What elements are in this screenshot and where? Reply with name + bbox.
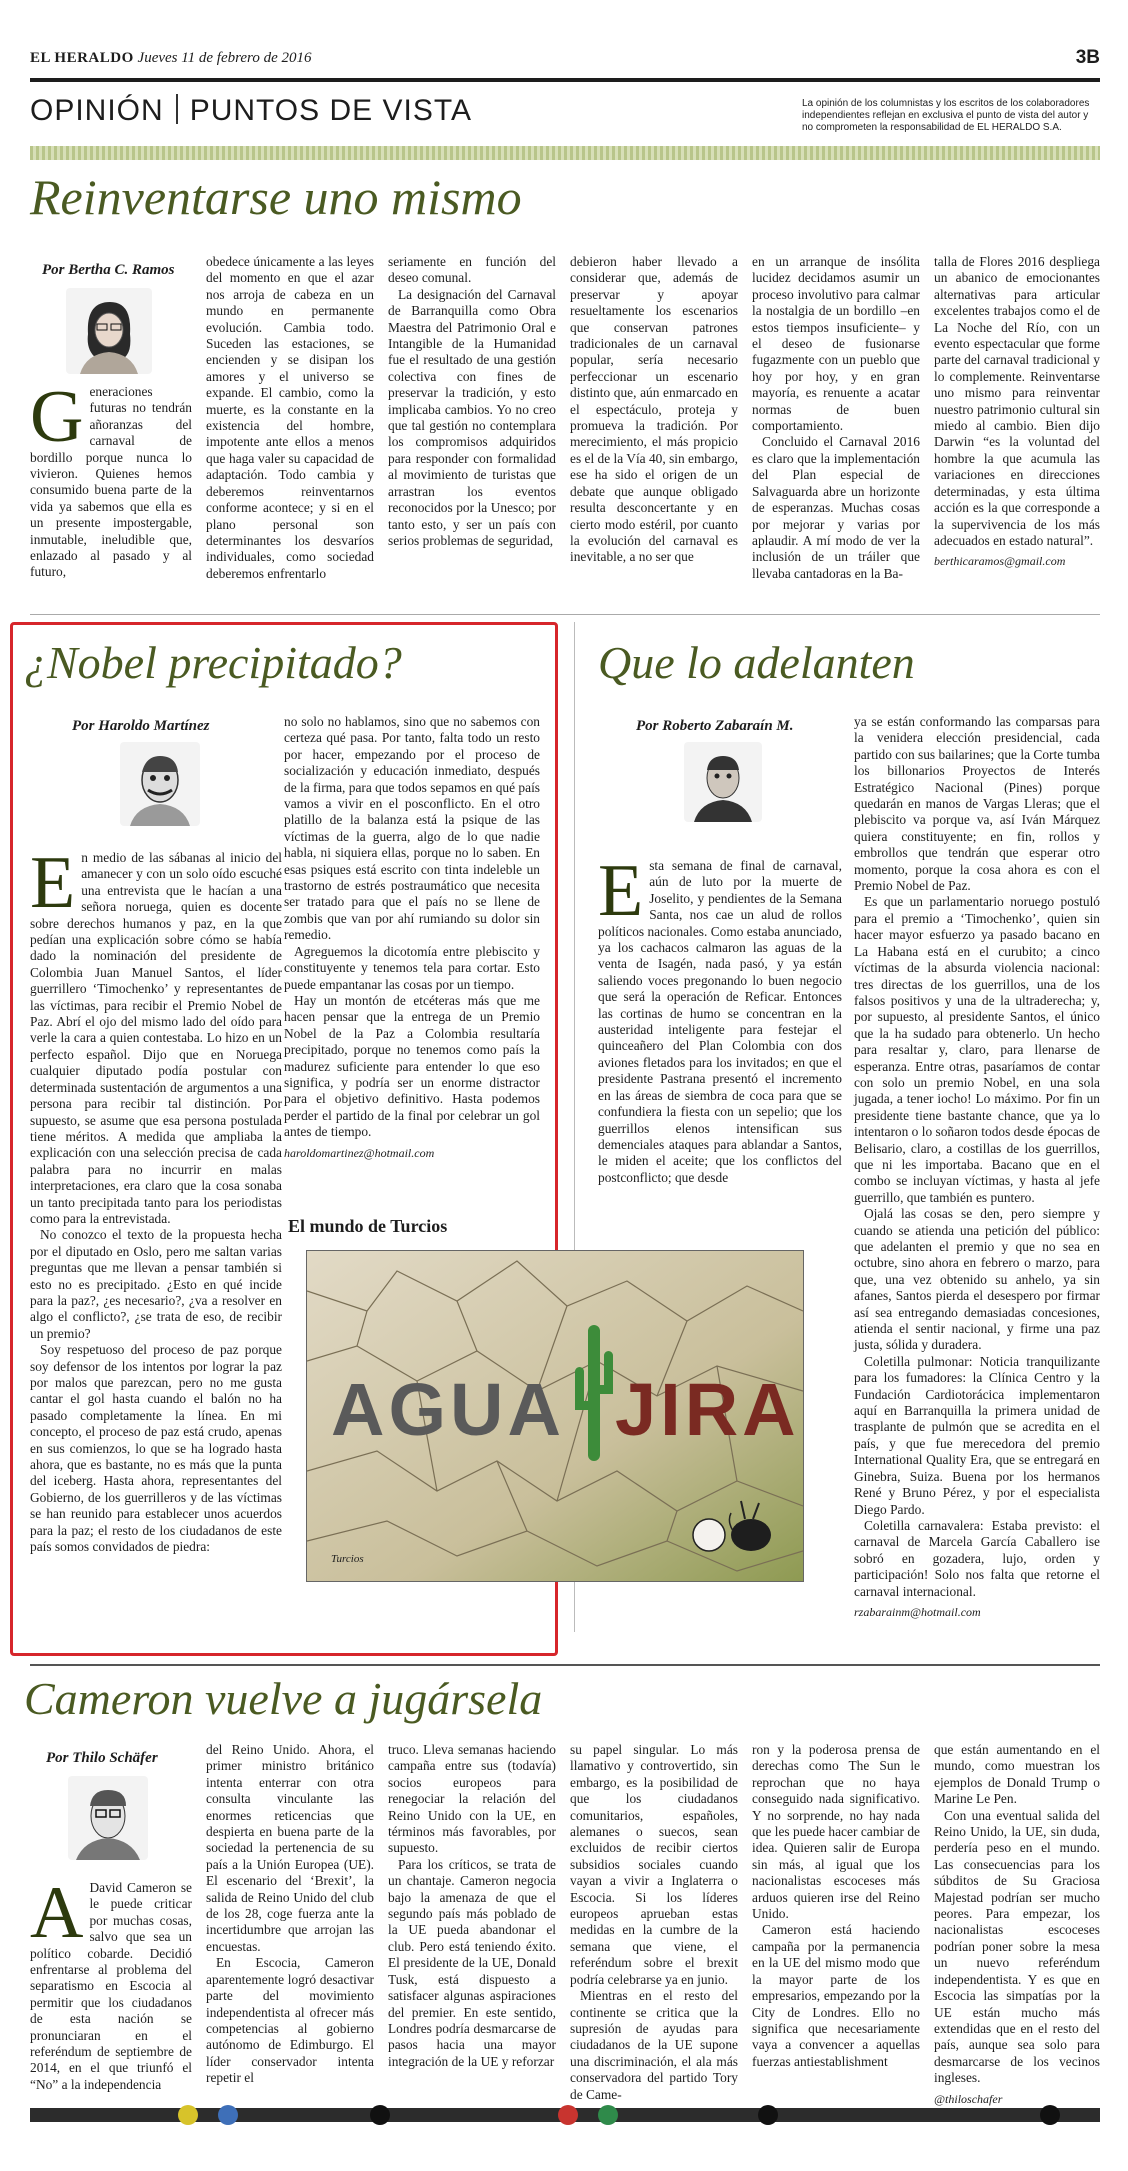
article4-col1: A David Cameron se le puede criticar por muchas cosas, salvo que sea un político cobarde. Decidió enfrentarse al problema del separatismo en Escocia al permitir que los ciudadanos de esta nación se pronunciaran en el referéndum de septiembre de 2014, en el que triunfó el “No” a la independencia: [30, 1872, 192, 2092]
article1-email: berthicaramos@gmail.com: [934, 554, 1066, 569]
author-portrait-icon: [120, 742, 200, 826]
subsection-name: PUNTOS DE VISTA: [189, 94, 472, 127]
article1-col5: en un arranque de insólita lucidez decidamos asumir un proceso involutivo para calmar la nostalgia de un bordillo –en estos tiempos insuficiente– y el deseo de fusionarse fugazmente con un pueblo que hoy por hoy, y en gran mayoría, es renuente a acatar normas de buen comportamiento. Concluido el Carnaval 2016 es claro que la implementación del Plan especial de Salvaguarda abre un horizonte de esperanzas. Muchas cosas por mejorar y varias por aplaudir. A mí modo de ver la inclusión de un tráiler que llevaba cantadoras en la Ba-: [752, 254, 920, 581]
registration-dot-icon: [1040, 2105, 1060, 2125]
header-band: [30, 146, 1100, 160]
article4-title: Cameron vuelve a jugársela: [24, 1673, 543, 1724]
article1-col4: debieron haber llevado a considerar que, además de preservar y apoyar resueltamente los escenarios que conservan patrones tradicionales de un carnaval popular, sería necesario perfeccionar un escenario distinto que, aún enmarcado en el espectáculo, proteja y promueva la tradición. Por merecimiento, el más propicio es el de la Vía 40, sin embargo, ese ha sido el origen de un debate que aunque obligado resulta desconcertante y en cierto modo estéril, por cuanto la evolución del carnaval es inevitable, a no ser que: [570, 254, 738, 565]
article3-email: rzabarainm@hotmail.com: [854, 1604, 981, 1619]
author-portrait-icon: [68, 1776, 148, 1860]
page-header: [30, 47, 1100, 68]
registration-dot-icon: [758, 2105, 778, 2125]
registration-dot-icon: [370, 2105, 390, 2125]
article3-byline: Por Roberto Zabaraín M.: [636, 718, 794, 734]
article4-byline: Por Thilo Schäfer: [46, 1750, 158, 1766]
page-number: 3B: [1075, 47, 1100, 68]
cartoon-image: [306, 1250, 804, 1582]
drop-cap: A: [30, 1872, 84, 1954]
header-rule: [30, 78, 1100, 82]
article1-col1: Generaciones futuras no tendrán añoranzas del carnaval de bordillo porque nunca lo vivieron. Quienes hemos consumido buena parte de la vida ya sabemos que ella es un presente impostergable, inmutable, ineludible que, enlazado al pasado y al futuro,: [30, 376, 192, 580]
cartoon-signature: Turcios: [331, 1553, 364, 1565]
drop-cap: E: [30, 842, 76, 924]
disclaimer: La opinión de los columnistas y los escritos de los colaboradores independientes reflejan en exclusiva el punto de vista del autor y no comprometen la responsabilidad de EL HERALDO S.A.: [802, 98, 1090, 133]
section-title: [30, 94, 472, 128]
article3-left-col: Esta semana de final de carnaval, aún de luto por la muerte de Joselito, y pendientes de la Semana Santa, nos cae un alud de rollos políticos nacionales. Como estaba anunciado, ya los cachacos calmaron las aguas de la venta de Isagén, nada pasó, y ya están saliendo voces pregonando lo buen negocio que será la operación de Reficar. Entonces las cortinas de humo se concentran en la austeridad inteligente para festejar el quinceañero del Plan Colombia con dos aviones fletados para los invitados; en que el presidente Pastrana presentó el incremento en las áreas de siembra de coca para que se confundiera la fiesta con un sepelio; que los guerrillos elenos intensifican sus demenciales ataques para ablandar a Santos, le miden el aceite; que los conflictos del postconflicto; que desde: [598, 850, 842, 1185]
article2-byline: Por Haroldo Martínez: [72, 718, 210, 734]
article2-email: haroldomartinez@hotmail.com: [284, 1145, 435, 1160]
article4-email: @thiloschafer: [934, 2091, 1003, 2106]
article3-right-col: ya se están conformando las comparsas para la venidera elección presidencial, cada partido con sus bailarines; que la Corte tumba los billonarios Proyectos de Interés Estratégico Nacional (Pines) porque quedarán en manos de Vargas Lleras; que el plebiscito va porque va, así Iván Márquez quiera constituyente; en fin, rollos y embrollos que tendrán que esperar otro momento, porque la cosa ahora es con el Premio Nobel de Paz. Es que un parlamentario noruego postuló para el premio a ‘Timochenko’, quien sin hacer mayor esfuerzo ya pasado bacano en La Habana está en el curubito; a cinco víctimas de la absurda violencia nacional: tres directas de los guerrillos, una de los falsos positivos y una de la ultraderecha; y, por supuesto, al presidente Santos, el único que la ha sudado para obtenerlo. Un hecho para resaltar y, claro, para llenarse de esperanza. Entre otras, pasaríamos de contar con solo un premio Nobel, en una sola jugada, a tener iocho! Lo máximo. Por fin un presidente tiene bastante chance, que ya lo intentaron o lo soñaron todos desde épocas de Belisario, claro, a costillas de los guerrillos, que ni les importaba. Bacano que en el combo se incluyan víctimas, y hasta al jefe guerrillo, que también es puntero. Ojalá las cosas se den, pero siempre y cuando se atienda una petición del público: que adelanten el premio y que no sea en octubre, sino ahora en febrero o marzo, para que, una vez obtenido su anhelo, ya sin afanes, Santos pierda el desespero por firmar así sea entregando demasiadas concesiones, atienda el sentir nacional, y firme una paz justa, sólida y duradera. Coletilla pulmonar: Noticia tranquilizante para los fumadores: la Clínica Centro y la Fundación Cardiotorácica implementaron aquí en Barranquilla la primera unidad de trasplante de pulmón que se acredita en el país, y que fue merecedora del premio International Quality Era, que se entregará en Ginebra, Suiza. Buena por los hermanos René y Bruno Pérez, y por el especialista Diego Pardo. Coletilla carnavalera: Estaba previsto: el carnaval de Marcela García Caballero ise sobró en gozadera, lujo, orden y participación! Solo nos falta que retorne el carnaval internacional. rzabarainm@hotmail.com: [854, 714, 1100, 1619]
article1-col3: seriamente en función del deseo comunal. La designación del Carnaval de Barranquilla como Obra Maestra del Patrimonio Oral e Intangible de la Humanidad fue el resultado de una gestión colectiva con fines de preservar la tradición, y esto implicaba cambios. Yo no creo que tal gestión no contemplara los compromisos adquiridos para responder con formalidad al movimiento de turistas que arrastran los eventos reconocidos por la Unesco; por tanto esto, y ser un país con serios problemas de seguridad,: [388, 254, 556, 548]
drop-cap: G: [30, 376, 84, 458]
article4-col2: del Reino Unido. Ahora, el primer ministro británico intenta enterrar con otra consulta vinculante las enormes reticencias que despierta en buena parte de la sociedad la pertenencia de su país a la Unión Europea (UE). El escenario del ‘Brexit’, la salida de Reino Unido del club de los 28, coge fuerza ante la incertidumbre que arrojan las encuestas. En Escocia, Cameron aparentemente logró desactivar parte del movimiento independentista al ofrecer más competencias al gobierno autónomo de Edimburgo. El líder conservador intenta repetir el: [206, 1742, 374, 2086]
cartoon-title: El mundo de Turcios: [288, 1216, 448, 1236]
article4-col3: truco. Lleva semanas haciendo campaña entre sus (todavía) socios europeos para renegociar la relación del Reino Unido con la UE, en términos más favorables, por supuesto. Para los críticos, se trata de un chantaje. Cameron negocia bajo la amenaza de que el segundo país más poblado de la UE pueda abandonar el club. Pero está teniendo éxito. El presidente de la UE, Donald Tusk, está dispuesto a satisfacer algunas aspiraciones del premier. En este sentido, Londres podría desmarcarse de pasos hacia una mayor integración de la UE y reforzar: [388, 1742, 556, 2069]
cartoon-word-right: JIRA: [615, 1368, 800, 1451]
registration-dot-icon: [178, 2105, 198, 2125]
paper-name: EL HERALDO: [30, 50, 134, 66]
registration-dot-icon: [558, 2105, 578, 2125]
article1-title: Reinventarse uno mismo: [30, 169, 522, 225]
section-divider: [30, 1664, 1100, 1666]
article2-left-col: En medio de las sábanas al inicio del amanecer y con un solo oído escuché una entrevista que le hacían a una señora noruega, quien es docente sobre derechos humanos y paz, en la que pedían una explicación sobre cómo se había dado la nominación del presidente de Colombia Juan Manuel Santos, el líder guerrillero ‘Timochenko’ y representantes de las víctimas, para recibir el Premio Nobel de Paz. Abrí el ojo del mismo lado del oído para verle la cara a quien contestaba. Lo hizo en un perfecto español. Dijo que en Noruega cualquier diputado podía postular con determinada sustentación de argumentos a una persona para recibir tal distinción. Por supuesto, se asume que esa persona postulada tiene méritos. A medida que ampliaba la explicación con una selección precisa de cada palabra para no incurrir en malas interpretaciones, era claro que la cosa sonaba un tanto precipitada tanto para los periodistas como para la entrevistada. No conozco el texto de la propuesta hecha por el diputado en Oslo, pero me saltan varias preguntas que me llevan a pensar también si esto no es precipitado. ¿Esto en qué incide para la paz?, ¿es necesario?, ¿va a resolver en algo el conflicto?, ¿se trata de eso, de recibir un premio? Soy respetuoso del proceso de paz porque soy defensor de los intentos por lograr la paz por malos que parezcan, pero no me gusta cantar el gol hasta cuando el balón no ha pasado completamente la línea. En mi concepto, el proceso de paz está crudo, apenas en sus comienzos, lo que se ha logrado hasta ahora, que es bastante, no es más que la punta del iceberg. Hasta ahora, representantes del Gobierno, de los guerrilleros y de las víctimas se han reunido para establecer unos acuerdos para la paz; el resto de los ciudadanos de este país somos convidados de piedra:: [30, 842, 282, 1555]
registration-dot-icon: [598, 2105, 618, 2125]
article4-col6: que están aumentando en el mundo, como muestran los ejemplos de Donald Trump o Marine Le Pen. Con una eventual salida del Reino Unido, la UE, sin duda, perdería peso en el mundo. Las consecuencias para los súbditos de Su Graciosa Majestad podrían ser mucho peores. Para empezar, los nacionalistas escoceses podrían poner sobre la mesa un nuevo referéndum independentista. Y es que en Escocia las simpatías por la UE están mucho más extendidas que en el resto del país, aunque sea solo para desmarcarse de los vecinos ingleses. @thiloschafer: [934, 1742, 1100, 2106]
cartoon-word-left: AGUA: [331, 1368, 565, 1451]
article4-col5: ron y la poderosa prensa de derechas como The Sun le reprochan que no haya conseguido nada significativo. Y no sorprende, no hay nada que les puede hacer cambiar de idea. Quieren salir de Europa sin más, al igual que los nacionalistas escoceses más arduos quieren irse del Reino Unido. Cameron está haciendo campaña por la permanencia en la UE del mismo modo que la mayor parte de los empresarios, empezando por la City de Londres. Ello no significa que necesariamente vaya a convencer a aquellas fuerzas antiestablishment: [752, 1742, 920, 2069]
drop-cap: E: [598, 850, 644, 932]
goat-icon: [687, 1491, 787, 1561]
page-date: Jueves 11 de febrero de 2016: [137, 50, 312, 66]
article4-col4: su papel singular. Lo más llamativo y controvertido, sin embargo, es la posibilidad de que los ciudadanos comunitarios, españoles, alemanes o suecos, sean excluidos de recibir ciertos subsidios sociales cuando vayan a vivir a Inglaterra o Escocia. Si los líderes europeos aprueban estas medidas en la cumbre de la semana que viene, el referéndum sobre el brexit podría celebrarse ya en junio. Mientras en el resto del continente se critica que la supresión de ayudas para ciudadanos de la UE supone una discriminación, el ala más conservadora del partido Tory de Came-: [570, 1742, 738, 2102]
article1-col6: talla de Flores 2016 despliega un abanico de emocionantes alternativas para articular excelentes trabajos como el de La Noche del Río, con un evento espectacular que forme parte del carnaval tradicional y lo complemente. Reinventarse uno mismo para reinventar nuestro patrimonio cultural sin miedo al cambio. Bien dijo Darwin “es la voluntad del hombre la que acumula las variaciones en direcciones determinadas, y esta última acción es la que corresponde a la supervivencia de los más adecuados en estado natural”. berthicaramos@gmail.com: [934, 254, 1100, 569]
article2-title: ¿Nobel precipitado?: [24, 637, 402, 688]
section-divider: [30, 614, 1100, 615]
section-name: OPINIÓN: [30, 94, 164, 127]
author-portrait-icon: [66, 288, 152, 374]
author-portrait-icon: [684, 742, 762, 822]
article1-col2: obedece únicamente a las leyes del momento en que el azar nos arroja de cabeza en un mundo en permanente evolución. Cambia todo. Suceden las estaciones, se encienden y se disipan los amores y el universo se expande. El cambio, como la muerte, es la constante en la existencia del hombre, impotente ante ellos a menos que haga valer su capacidad de adaptación. Todo cambia y deberemos reinventarnos conforme acontece; y si en el plano personal son determinantes los desvaríos individuales, como sociedad deberemos enfrentarlo: [206, 254, 374, 581]
article1-byline: Por Bertha C. Ramos: [42, 262, 175, 278]
registration-dot-icon: [218, 2105, 238, 2125]
cactus-icon: [571, 1315, 617, 1465]
article2-right-col: no solo no hablamos, sino que no sabemos con certeza qué pasa. Por tanto, falta todo un resto por hacer, empezando por el proceso de socialización y educación inmediato, después de la firma, para que todos sepamos en qué país vamos a vivir en el posconflicto. En el otro platillo de la balanza está la psique de las víctimas de la guerra, algo de lo que nadie habla, ni siquiera ellas, porque no lo saben. En esas psiques está escrito con tinta indeleble un trastorno de estrés postraumático que necesita ser tratado para que el país no se llene de zombis que van por ahí rumiando su dolor sin remedio. Agreguemos la dicotomía entre plebiscito y constituyente y tenemos tela para cortar. Esto puede empantanar las cosas por un tiempo. Hay un montón de etcéteras más que me hacen pensar que la entrega de un Premio Nobel de la Paz a Colombia resultaría precipitado, porque no tenemos como país la madurez suficiente para entender lo que eso significa, y podría ser un enorme distractor para el objetivo definitivo. Hasta podemos perder el partido de la final por celebrar un gol antes de tiempo. haroldomartinez@hotmail.com: [284, 714, 540, 1160]
article3-title: Que lo adelanten: [598, 637, 915, 688]
